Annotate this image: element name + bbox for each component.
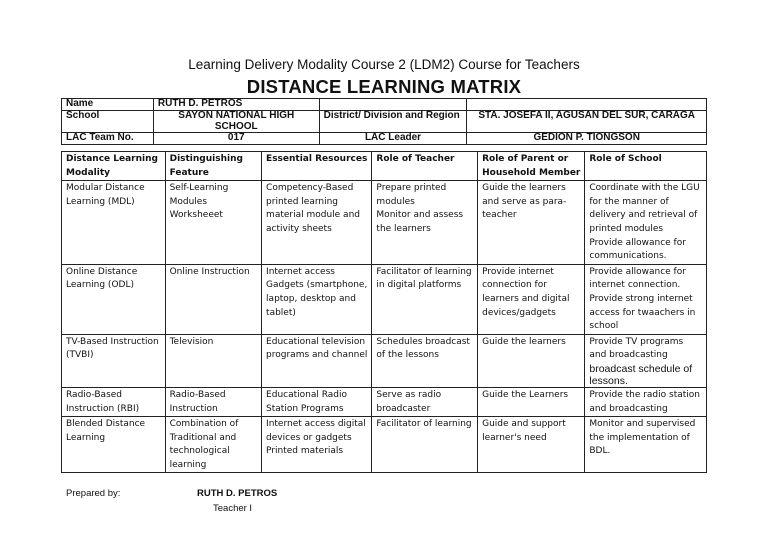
matrix-header-cell [585,152,707,181]
matrix-cell [372,334,478,387]
info-row-lac [62,133,707,145]
cell-line: Combination of [169,419,239,430]
cell-line: Television [169,336,214,347]
cell-line: Schedules broadcast [376,336,470,347]
matrix-header-cell [62,152,166,181]
document-title: DISTANCE LEARNING MATRIX [246,76,522,97]
cell-line: Provide internet [482,266,554,277]
matrix-cell [62,387,166,416]
distance-learning-matrix [61,151,707,473]
prepared-by-label: Prepared by: [66,488,121,499]
cell-line: the implementation of [589,432,690,443]
cell-line: Self-Learning [169,183,229,194]
matrix-cell [478,181,585,265]
cell-line: Gadgets (smartphone, [266,280,368,291]
header-line: Feature [169,167,209,178]
matrix-cell [62,334,166,387]
cell-line: Facilitator of learning [376,419,472,430]
course-subtitle: Learning Delivery Modality Course 2 (LDM2) Course for Teachers [188,57,580,72]
matrix-cell [372,264,478,334]
cell-line: Modules [169,196,208,207]
matrix-cell [478,417,585,473]
cell-line: communications. [589,251,667,262]
cell-line: Serve as radio [376,389,442,400]
matrix-cell [262,334,372,387]
cell-line: Guide the Learners [482,389,569,400]
matrix-cell [262,387,372,416]
name-label: Name [62,99,154,111]
cell-line: Guide and support [482,419,566,430]
matrix-cell [372,387,478,416]
cell-line: Prepare printed [376,183,447,194]
cell-line: Learning [66,432,106,443]
cell-line: and broadcasting [589,350,668,361]
matrix-cell [62,181,166,265]
matrix-cell [478,334,585,387]
cell-line: printed modules [589,223,664,234]
cell-line: learners and digital [482,293,570,304]
cell-line: of the lessons [376,350,439,361]
cell-line: technological [169,446,230,457]
header-line: Distance Learning [66,154,158,164]
matrix-cell [585,417,707,473]
lac-leader-label: LAC Leader [319,133,467,145]
cell-line: Blended Distance [66,419,146,430]
matrix-cell [62,417,166,473]
cell-line: and serve as para- [482,196,567,207]
cell-line: Monitor and supervised [589,419,696,430]
info-row-name [62,99,707,111]
district-label: District/ Division and Region [319,111,467,133]
matrix-header-cell [372,152,478,181]
cell-line: Station Programs [266,403,344,414]
cell-line: material module and [266,210,360,221]
cell-line: TV-Based Instruction [66,336,159,347]
cell-line: Provide TV programs [589,336,684,347]
cell-line: Guide the learners [482,336,566,347]
cell-line: Traditional and [169,432,237,443]
cell-line: delivery and retrieval of [589,210,698,221]
cell-line: and broadcasting [589,403,668,414]
matrix-cell [262,264,372,334]
cell-line: teacher [482,210,517,221]
header-line: Distinguishing [169,154,243,164]
cell-line: learning [169,459,207,470]
cell-line: Radio-Based [66,389,123,400]
school-label: School [62,111,154,133]
matrix-cell [585,181,707,265]
cell-line: modules [376,196,415,207]
matrix-cell [165,264,261,334]
header-line: Modality [66,167,110,178]
cell-line: Monitor and assess [376,210,464,221]
cell-line: Guide the learners [482,183,566,194]
cell-line: Provide allowance for [589,266,686,277]
lac-leader-value: GEDION P. TIONGSON [467,133,707,145]
cell-line: for the manner of [589,196,669,207]
name-empty-cell [467,99,707,111]
matrix-cell [372,181,478,265]
cell-line: devices or gadgets [266,432,352,443]
cell-line: Provide the radio station [589,389,700,400]
matrix-cell [262,181,372,265]
matrix-row [62,264,707,334]
district-value: STA. JOSEFA II, AGUSAN DEL SUR, CARAGA [467,111,707,133]
cell-line: Educational Radio [266,389,348,400]
matrix-cell [262,417,372,473]
cell-line: Competency-Based [266,183,354,194]
info-table [61,98,707,145]
cell-line: (TVBI) [66,350,94,361]
cell-line: printed learning [266,196,339,207]
preparer-role: Teacher I [213,503,253,514]
cell-line: Provide strong internet [589,293,693,304]
cell-line: Learning (MDL) [66,196,135,207]
matrix-cell [165,334,261,387]
cell-line: Internet access digital [266,419,366,430]
matrix-row [62,387,707,416]
matrix-header-cell [478,152,585,181]
cell-line: broadcaster [376,403,431,414]
preparer-name: RUTH D. PETROS [197,488,278,499]
matrix-row [62,181,707,265]
cell-line: Radio-Based [169,389,226,400]
matrix-row [62,417,707,473]
cell-line: Learning (ODL) [66,280,134,291]
cell-line: school [589,321,619,332]
matrix-cell [165,181,261,265]
cell-line: Online Distance [66,266,138,277]
cell-line: tablet) [266,307,296,318]
cell-line: access for twaachers in [589,307,696,318]
matrix-header-row [62,152,707,181]
cell-line: internet connection. [589,280,681,291]
cell-line: the learners [376,223,431,234]
matrix-header-cell [165,152,261,181]
cell-line: Instruction [169,403,218,414]
cell-line: BDL. [589,446,611,457]
header-line: Role of Parent or [482,154,569,164]
header-line: Essential Resources [266,154,368,164]
header-line: Role of Teacher [376,154,455,164]
cell-line: lessons. [589,374,628,387]
info-row-school [62,111,707,133]
name-value: RUTH D. PETROS [153,99,319,111]
matrix-cell [478,264,585,334]
lac-team-value: 017 [153,133,319,145]
cell-line: Modular Distance [66,183,145,194]
matrix-cell [62,264,166,334]
matrix-cell [372,417,478,473]
matrix-cell [165,417,261,473]
cell-line: Coordinate with the LGU [589,183,700,194]
header-line: Household Member [482,167,581,178]
cell-line: Educational television [266,336,366,347]
lac-team-label: LAC Team No. [62,133,154,145]
cell-line: Provide allowance for [589,237,686,248]
matrix-cell [478,387,585,416]
cell-line: Printed materials [266,446,344,457]
cell-line: Facilitator of learning [376,266,472,277]
cell-line: in digital platforms [376,280,462,291]
cell-line: connection for [482,280,547,291]
cell-line: Internet access [266,266,335,277]
name-empty-cell [319,99,467,111]
matrix-cell [585,334,707,387]
matrix-row [62,334,707,387]
matrix-header-cell [262,152,372,181]
cell-line: Online Instruction [169,266,250,277]
cell-line: laptop, desktop and [266,293,356,304]
cell-line: activity sheets [266,223,332,234]
cell-line: Instruction (RBI) [66,403,140,414]
cell-line: Worksheeet [169,210,223,221]
matrix-body [62,181,707,473]
school-value: SAYON NATIONAL HIGH SCHOOL [153,111,319,133]
cell-line: programs and channel [266,350,368,361]
matrix-cell [165,387,261,416]
cell-line: learner's need [482,432,547,443]
matrix-cell [585,264,707,334]
header-line: Role of School [589,154,662,164]
cell-line: devices/gadgets [482,307,556,318]
matrix-cell [585,387,707,416]
cell-line: broadcast schedule of [589,362,693,375]
